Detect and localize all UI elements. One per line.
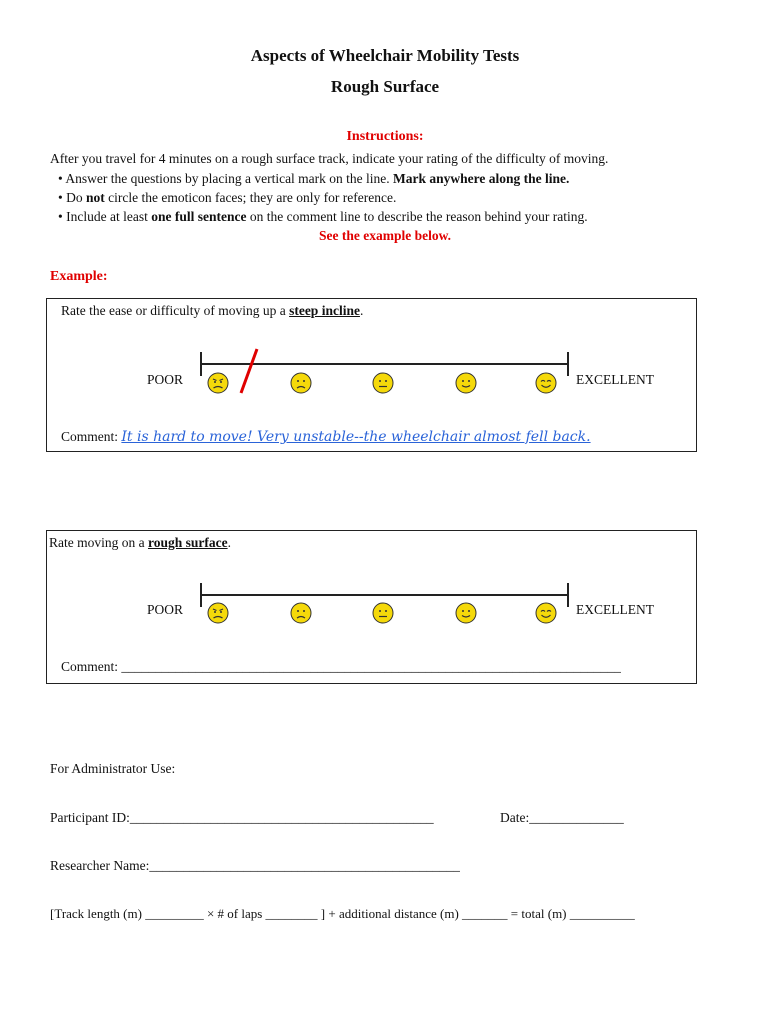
example-question: Rate the ease or difficulty of moving up a steep incline. (61, 303, 364, 318)
admin-heading: For Administrator Use: (50, 761, 176, 776)
very-happy-face-icon (535, 372, 557, 394)
example-heading: Example: (50, 269, 108, 284)
date-line[interactable]: ______________ (529, 810, 624, 825)
bullet-icon: • (58, 209, 63, 224)
neutral-face-icon (372, 602, 394, 624)
question-text: Rate moving on a rough surface. (49, 535, 231, 550)
researcher-name-line[interactable]: ______________________________________________ (149, 858, 460, 873)
date-field: Date:______________ (500, 810, 624, 825)
instruction-bullet-3: • Include at least one full sentence on the comment line to describe the reason behind your rating. (58, 209, 588, 224)
page-title: Aspects of Wheelchair Mobility Tests (250, 46, 520, 65)
unhappy-face-icon (290, 602, 312, 624)
page-subtitle: Rough Surface (330, 77, 440, 96)
instructions-heading: Instructions: (346, 129, 424, 144)
very-unhappy-face-icon (207, 372, 229, 394)
very-happy-face-icon (535, 602, 557, 624)
poor-label: POOR (147, 602, 184, 617)
see-example-note: See the example below. (319, 228, 451, 243)
instruction-bullet-2: • Do not circle the emoticon faces; they are only for reference. (58, 190, 397, 205)
distance-formula[interactable]: [Track length (m) _________ × # of laps ________ ] + additional distance (m) _______ = total (m) __________ (50, 906, 635, 921)
happy-face-icon (455, 372, 477, 394)
scale-end-tick (567, 583, 569, 607)
instruction-bullet-1: • Answer the questions by placing a vertical mark on the line. Mark anywhere along the line. (58, 171, 570, 186)
poor-label: POOR (147, 372, 184, 387)
unhappy-face-icon (290, 372, 312, 394)
bullet-icon: • (58, 190, 63, 205)
rating-mark (237, 347, 261, 397)
happy-face-icon (455, 602, 477, 624)
example-box (46, 298, 697, 452)
question-box (46, 530, 697, 684)
excellent-label: EXCELLENT (576, 372, 654, 387)
bullet-icon: • (58, 171, 63, 186)
excellent-label: EXCELLENT (576, 602, 654, 617)
neutral-face-icon (372, 372, 394, 394)
scale-end-tick (567, 352, 569, 376)
very-unhappy-face-icon (207, 602, 229, 624)
comment-input-line[interactable]: __________________________________________________________________________ (121, 659, 621, 674)
participant-id-line[interactable]: _____________________________________________ (129, 810, 434, 825)
researcher-name-field: Researcher Name:______________________________________________ (50, 858, 460, 873)
question-comment: Comment: __________________________________________________________________________ (61, 659, 621, 674)
rating-scale-line[interactable] (200, 594, 569, 596)
example-comment: Comment: It is hard to move! Very unstable--the wheelchair almost fell back. (61, 429, 591, 445)
participant-id-field: Participant ID:_____________________________________________ (50, 810, 434, 825)
instructions-intro: After you travel for 4 minutes on a rough surface track, indicate your rating of the difficulty of moving. (50, 151, 609, 166)
